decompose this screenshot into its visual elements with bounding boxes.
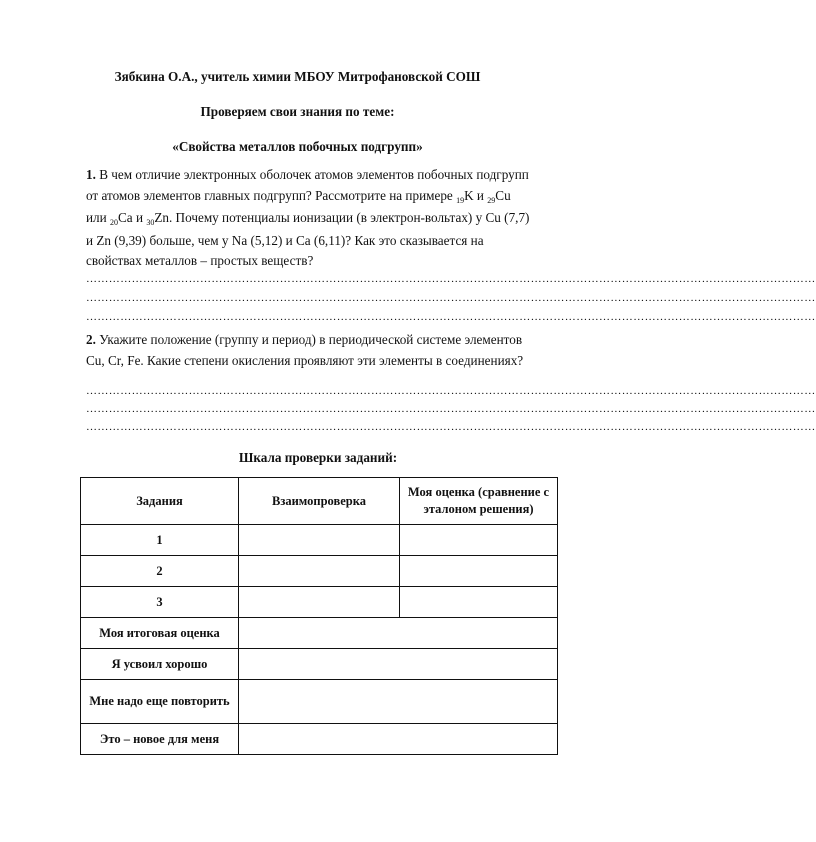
table-row — [81, 724, 558, 755]
answer-line-1b[interactable]: ………………………………………………………………………………………………………………………………………………………………………… — [86, 292, 816, 304]
question-2-line-2: Cu, Cr, Fe. Какие степени окисления проявляют эти элементы в соединениях? — [86, 352, 524, 368]
author-line: Зябкина О.А., учитель химии МБОУ Митрофановской СОШ — [114, 69, 481, 84]
summary-label: Это – новое для меня — [81, 724, 239, 755]
question-1-number: 1. — [86, 167, 96, 182]
topic-title: «Свойства металлов побочных подгрупп» — [172, 139, 423, 154]
question-2 — [86, 330, 556, 371]
summary-label: Мне надо еще повторить — [81, 680, 239, 724]
subtitle: Проверяем свои знания по теме: — [200, 104, 395, 119]
task-number: 2 — [81, 556, 239, 587]
answer-line-1a[interactable]: ………………………………………………………………………………………………………………………………………………………………………… — [86, 273, 816, 285]
table-row — [81, 649, 558, 680]
table-row — [81, 618, 558, 649]
header-tasks: Задания — [81, 478, 239, 525]
question-2-line-1: 2. Укажите положение (группу и период) в периодической системе элементов — [86, 332, 523, 347]
self-assessment-cell[interactable] — [400, 556, 558, 587]
table-header-row — [81, 478, 558, 525]
question-2-number: 2. — [86, 332, 96, 347]
summary-cell[interactable] — [239, 680, 558, 724]
summary-cell[interactable] — [239, 649, 558, 680]
table-row — [81, 680, 558, 724]
task-number: 1 — [81, 525, 239, 556]
table-row — [81, 525, 558, 556]
peer-review-cell[interactable] — [239, 525, 400, 556]
summary-label: Я усвоил хорошо — [81, 649, 239, 680]
copper-subscript: 29 — [487, 195, 496, 205]
potassium-subscript: 19 — [456, 195, 465, 205]
assessment-table — [80, 477, 558, 755]
summary-cell[interactable] — [239, 724, 558, 755]
header-self-assessment: Моя оценка (сравнение с эталоном решения) — [400, 478, 558, 525]
answer-line-2b[interactable]: ………………………………………………………………………………………………………………………………………………………………………… — [86, 403, 816, 415]
self-assessment-cell[interactable] — [400, 587, 558, 618]
task-number: 3 — [81, 587, 239, 618]
peer-review-cell[interactable] — [239, 556, 400, 587]
table-row — [81, 587, 558, 618]
answer-line-2c[interactable]: ………………………………………………………………………………………………………………………………………………………………………… — [86, 421, 816, 433]
question-1-line-2: от атомов элементов главных подгрупп? Рассмотрите на примере $_{19}$K и $_{29}$Cu — [86, 187, 511, 205]
peer-review-cell[interactable] — [239, 587, 400, 618]
question-1-line-3: или $_{20}$Ca и $_{30}$Zn. Почему потенциалы ионизации (в электрон-вольтах) у Cu (7,7) — [86, 210, 530, 227]
header-peer-review: Взаимопроверка — [239, 478, 400, 525]
answer-line-2a[interactable]: ………………………………………………………………………………………………………………………………………………………………………… — [86, 385, 816, 397]
question-1-line-4: и Zn (9,39) больше, чем у Na (5,12) и Ca (6,11)? Как это сказывается на — [86, 232, 484, 248]
zinc-subscript: 30 — [146, 218, 155, 227]
scale-title: Шкала проверки заданий: — [238, 450, 398, 465]
answer-line-1c[interactable]: ………………………………………………………………………………………………………………………………………………………………………… — [86, 311, 816, 323]
self-assessment-cell[interactable] — [400, 525, 558, 556]
question-1-line-1: 1. В чем отличие электронных оболочек атомов элементов побочных подгрупп — [86, 167, 529, 182]
table-row — [81, 556, 558, 587]
summary-label: Моя итоговая оценка — [81, 618, 239, 649]
summary-cell[interactable] — [239, 618, 558, 649]
question-1-line-5: свойствах металлов – простых веществ? — [86, 253, 314, 268]
question-1 — [86, 165, 556, 272]
calcium-subscript: 20 — [110, 218, 118, 227]
